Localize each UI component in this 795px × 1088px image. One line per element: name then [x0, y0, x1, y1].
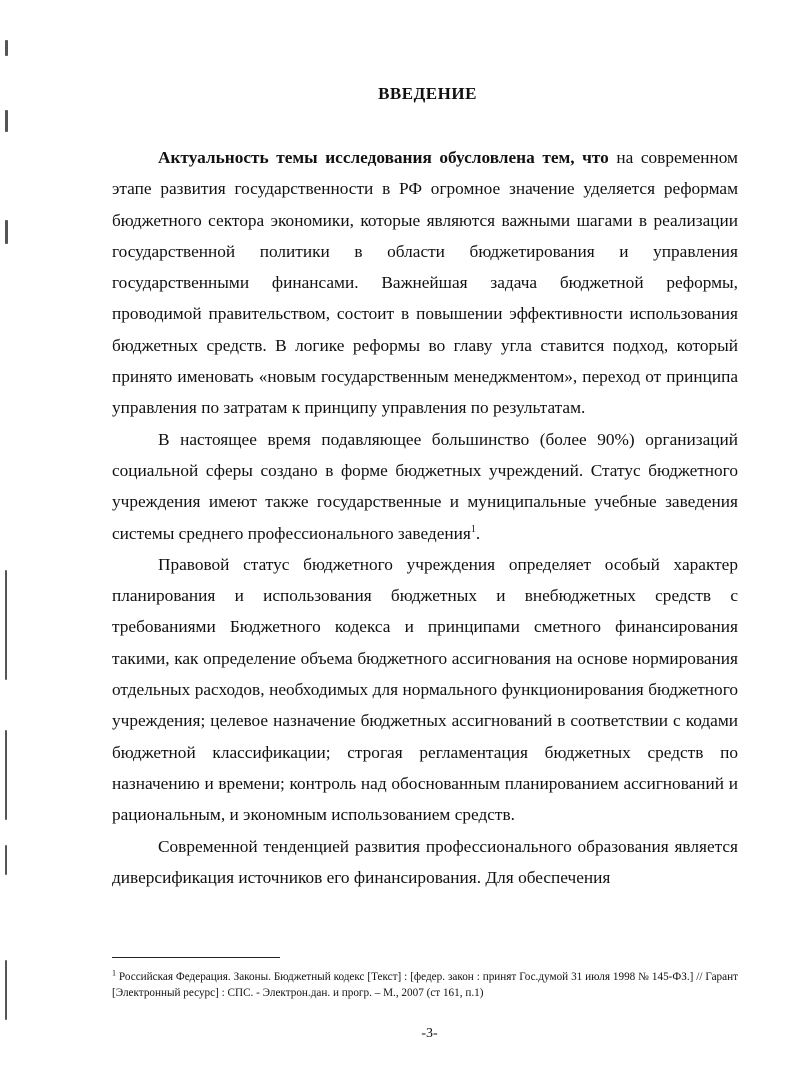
- paragraph-text: Современной тенденцией развития профессионального образования является диверсификация источников его финансирования. Для обеспечения: [112, 836, 738, 887]
- scan-margin-mark: [5, 845, 7, 875]
- paragraph-2: [112, 424, 738, 549]
- paragraph-lead: Актуальность темы исследования обусловлена тем, что: [158, 148, 609, 167]
- paragraph-text: В настоящее время подавляющее большинство (более 90%) организаций социальной сферы создано в форме бюджетных учреждений. Статус бюджетного учреждения имеют также государственные и муниципальные учебные заведения системы среднего профессионального заведения: [112, 429, 738, 543]
- paragraph-1: [112, 142, 738, 424]
- footnote-marker: 1: [112, 968, 116, 978]
- scan-margin-mark: [5, 40, 8, 56]
- scan-margin-mark: [5, 110, 8, 132]
- scan-margin-mark: [5, 730, 7, 820]
- footnote-divider: [112, 957, 280, 958]
- paragraph-4: [112, 831, 738, 894]
- footnote: [112, 969, 738, 1001]
- page-number: -3-: [421, 1026, 438, 1041]
- paragraph-end: .: [475, 523, 481, 543]
- scan-margin-mark: [5, 220, 8, 244]
- paragraph-text: Правовой статус бюджетного учреждения определяет особый характер планирования и использования бюджетных и внебюджетных средств с требованиями Бюджетного кодекса и принципами сметного финансирования такими, как определение объема бюджетного ассигнования на основе нормирования отдельных расходов, необходимых для нормального функционирования бюджетного учреждения; целевое назначение бюджетных ассигнований в соответствии с кодами бюджетной классификации; строгая регламентация бюджетных средств по назначению и времени; контроль над обоснованным планированием ассигнований и рациональным, и экономным использованием средств.: [112, 554, 738, 825]
- footnote-reference[interactable]: 1: [470, 523, 476, 535]
- page-title: ВВЕДЕНИЕ: [378, 84, 477, 103]
- scan-margin-mark: [5, 570, 7, 680]
- scan-margin-mark: [5, 960, 7, 1020]
- body-text: [112, 142, 738, 893]
- paragraph-3: [112, 549, 738, 831]
- paragraph-text: на современном этапе развития государственности в РФ огромное значение уделяется реформам бюджетного сектора экономики, которые являются важными шагами в реализации государственной политики в области бюджетирования и управления государственными финансами. Важнейшая задача бюджетной реформы, проводимой правительством, состоит в повышении эффективности использования бюджетных средств. В логике реформы во главу угла ставится подход, который принято именовать «новым государственным менеджментом», переход от принципа управления по затратам к принципу управления по результатам.: [112, 148, 738, 418]
- footnote-text: Российская Федерация. Законы. Бюджетный кодекс [Текст] : [федер. закон : принят Гос.думой 31 июля 1998 № 145-ФЗ.] // Гарант [Электронный ресурс] : СПС. - Электрон.дан. и прогр. – М., 2007 (ст 161, п.1): [112, 971, 738, 999]
